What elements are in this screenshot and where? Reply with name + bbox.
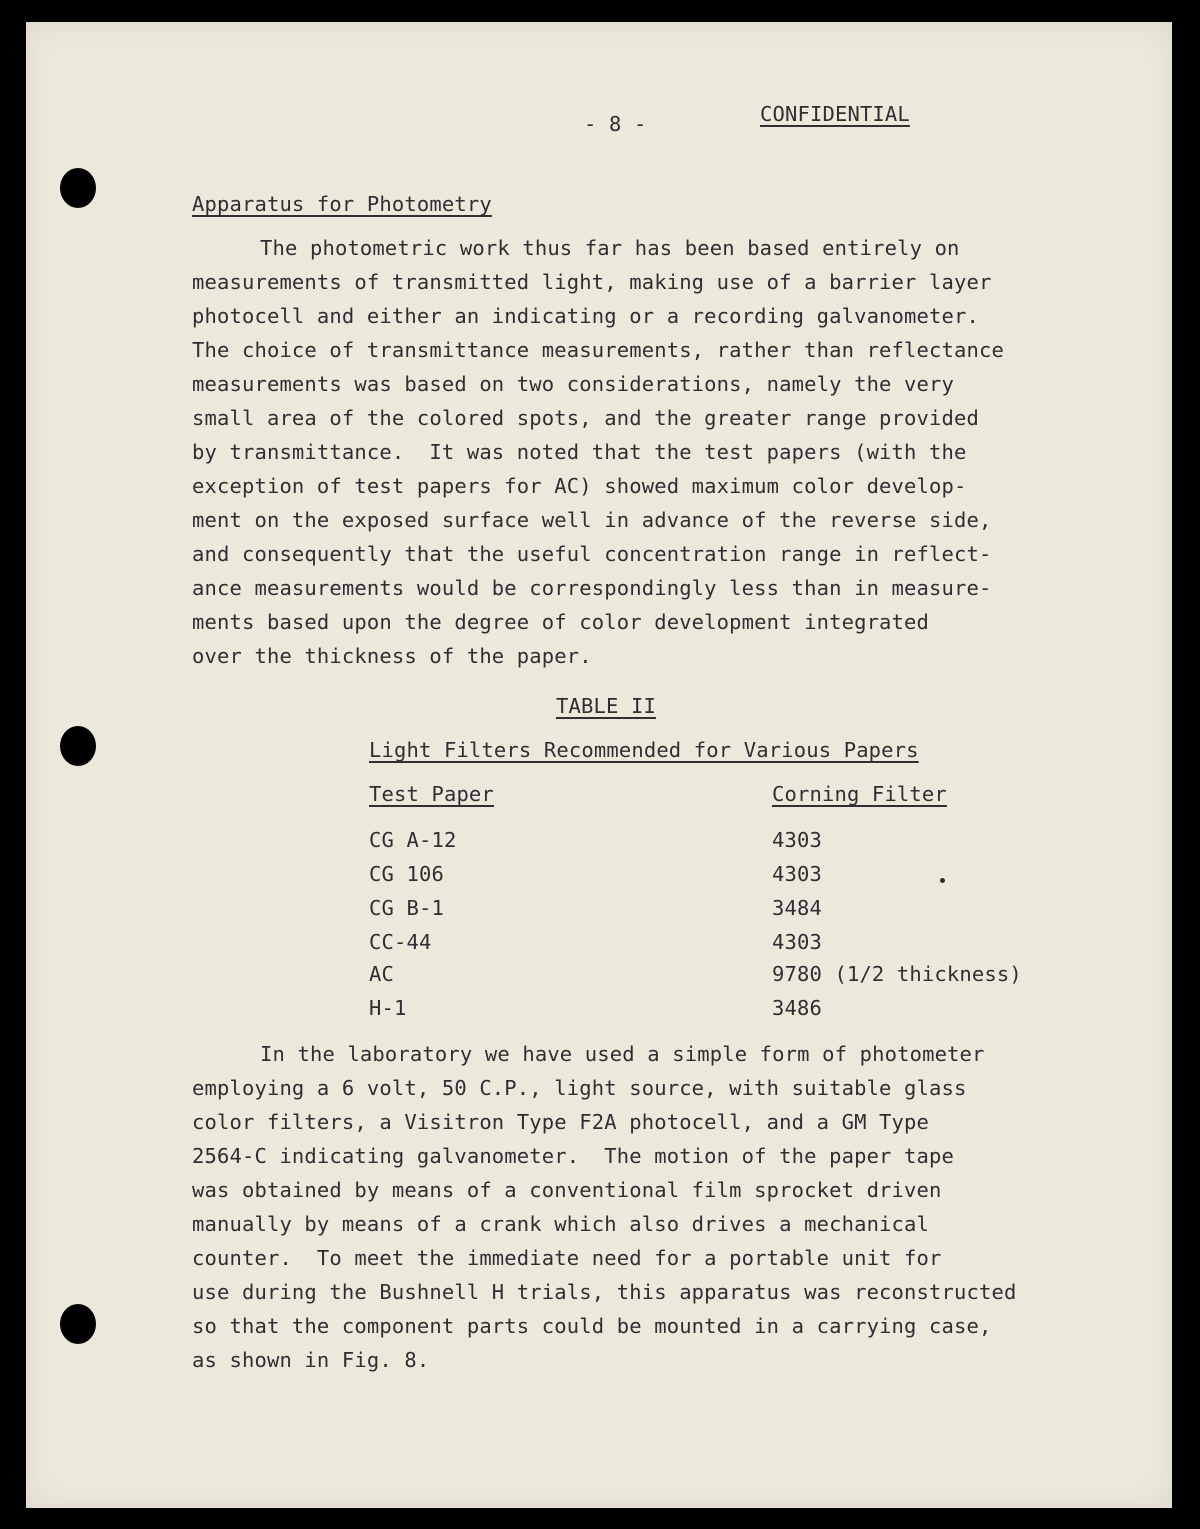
binder-hole-top	[60, 168, 96, 208]
paragraph-line: measurements of transmitted light, making use of a barrier layer	[192, 270, 992, 294]
paragraph-line: so that the component parts could be mounted in a carrying case,	[192, 1314, 992, 1338]
table-cell-paper: AC	[369, 962, 394, 986]
paragraph-line: counter. To meet the immediate need for a portable unit for	[192, 1246, 942, 1270]
paragraph-line: use during the Bushnell H trials, this apparatus was reconstructed	[192, 1280, 1017, 1304]
paragraph-line: The photometric work thus far has been based entirely on	[260, 236, 960, 260]
paragraph-line: exception of test papers for AC) showed maximum color develop-	[192, 474, 967, 498]
page-number: - 8 -	[584, 112, 647, 136]
table-cell-filter: 3486	[772, 996, 822, 1020]
paragraph-line: over the thickness of the paper.	[192, 644, 592, 668]
table-cell-paper: CC-44	[369, 930, 432, 954]
table-cell-paper: CG A-12	[369, 828, 457, 852]
table-label: TABLE II	[556, 694, 656, 718]
paragraph-line: In the laboratory we have used a simple form of photometer	[260, 1042, 985, 1066]
document-page	[26, 22, 1172, 1508]
paragraph-line: The choice of transmittance measurements, rather than reflectance	[192, 338, 1004, 362]
paragraph-line: color filters, a Visitron Type F2A photocell, and a GM Type	[192, 1110, 930, 1134]
table-cell-filter: 4303	[772, 862, 822, 886]
table-cell-paper: CG 106	[369, 862, 444, 886]
paragraph-line: measurements was based on two considerations, namely the very	[192, 372, 955, 396]
paragraph-line: ment on the exposed surface well in advance of the reverse side,	[192, 508, 992, 532]
table-cell-filter: 4303	[772, 930, 822, 954]
classification-marking: CONFIDENTIAL	[760, 102, 910, 126]
paragraph-line: as shown in Fig. 8.	[192, 1348, 430, 1372]
table-cell-paper: CG B-1	[369, 896, 444, 920]
paragraph-line: employing a 6 volt, 50 C.P., light source, with suitable glass	[192, 1076, 967, 1100]
paragraph-line: manually by means of a crank which also drives a mechanical	[192, 1212, 930, 1236]
paragraph-line: and consequently that the useful concentration range in reflect-	[192, 542, 992, 566]
table-cell-paper: H-1	[369, 996, 407, 1020]
table-header-test-paper: Test Paper	[369, 782, 494, 806]
paragraph-line: small area of the colored spots, and the greater range provided	[192, 406, 979, 430]
paragraph-line: ance measurements would be correspondingly less than in measure-	[192, 576, 992, 600]
section-heading: Apparatus for Photometry	[192, 192, 492, 216]
table-cell-filter: 9780 (1/2 thickness)	[772, 962, 1022, 986]
paragraph-line: was obtained by means of a conventional film sprocket driven	[192, 1178, 942, 1202]
table-header-corning-filter: Corning Filter	[772, 782, 947, 806]
table-title: Light Filters Recommended for Various Papers	[369, 738, 919, 762]
table-cell-filter: 3484	[772, 896, 822, 920]
paragraph-line: 2564-C indicating galvanometer. The motion of the paper tape	[192, 1144, 955, 1168]
table-cell-filter: 4303	[772, 828, 822, 852]
paragraph-line: by transmittance. It was noted that the test papers (with the	[192, 440, 967, 464]
binder-hole-middle	[60, 726, 96, 766]
paragraph-line: photocell and either an indicating or a recording galvanometer.	[192, 304, 979, 328]
ink-speck	[940, 878, 945, 883]
paragraph-line: ments based upon the degree of color development integrated	[192, 610, 930, 634]
binder-hole-bottom	[60, 1304, 96, 1344]
